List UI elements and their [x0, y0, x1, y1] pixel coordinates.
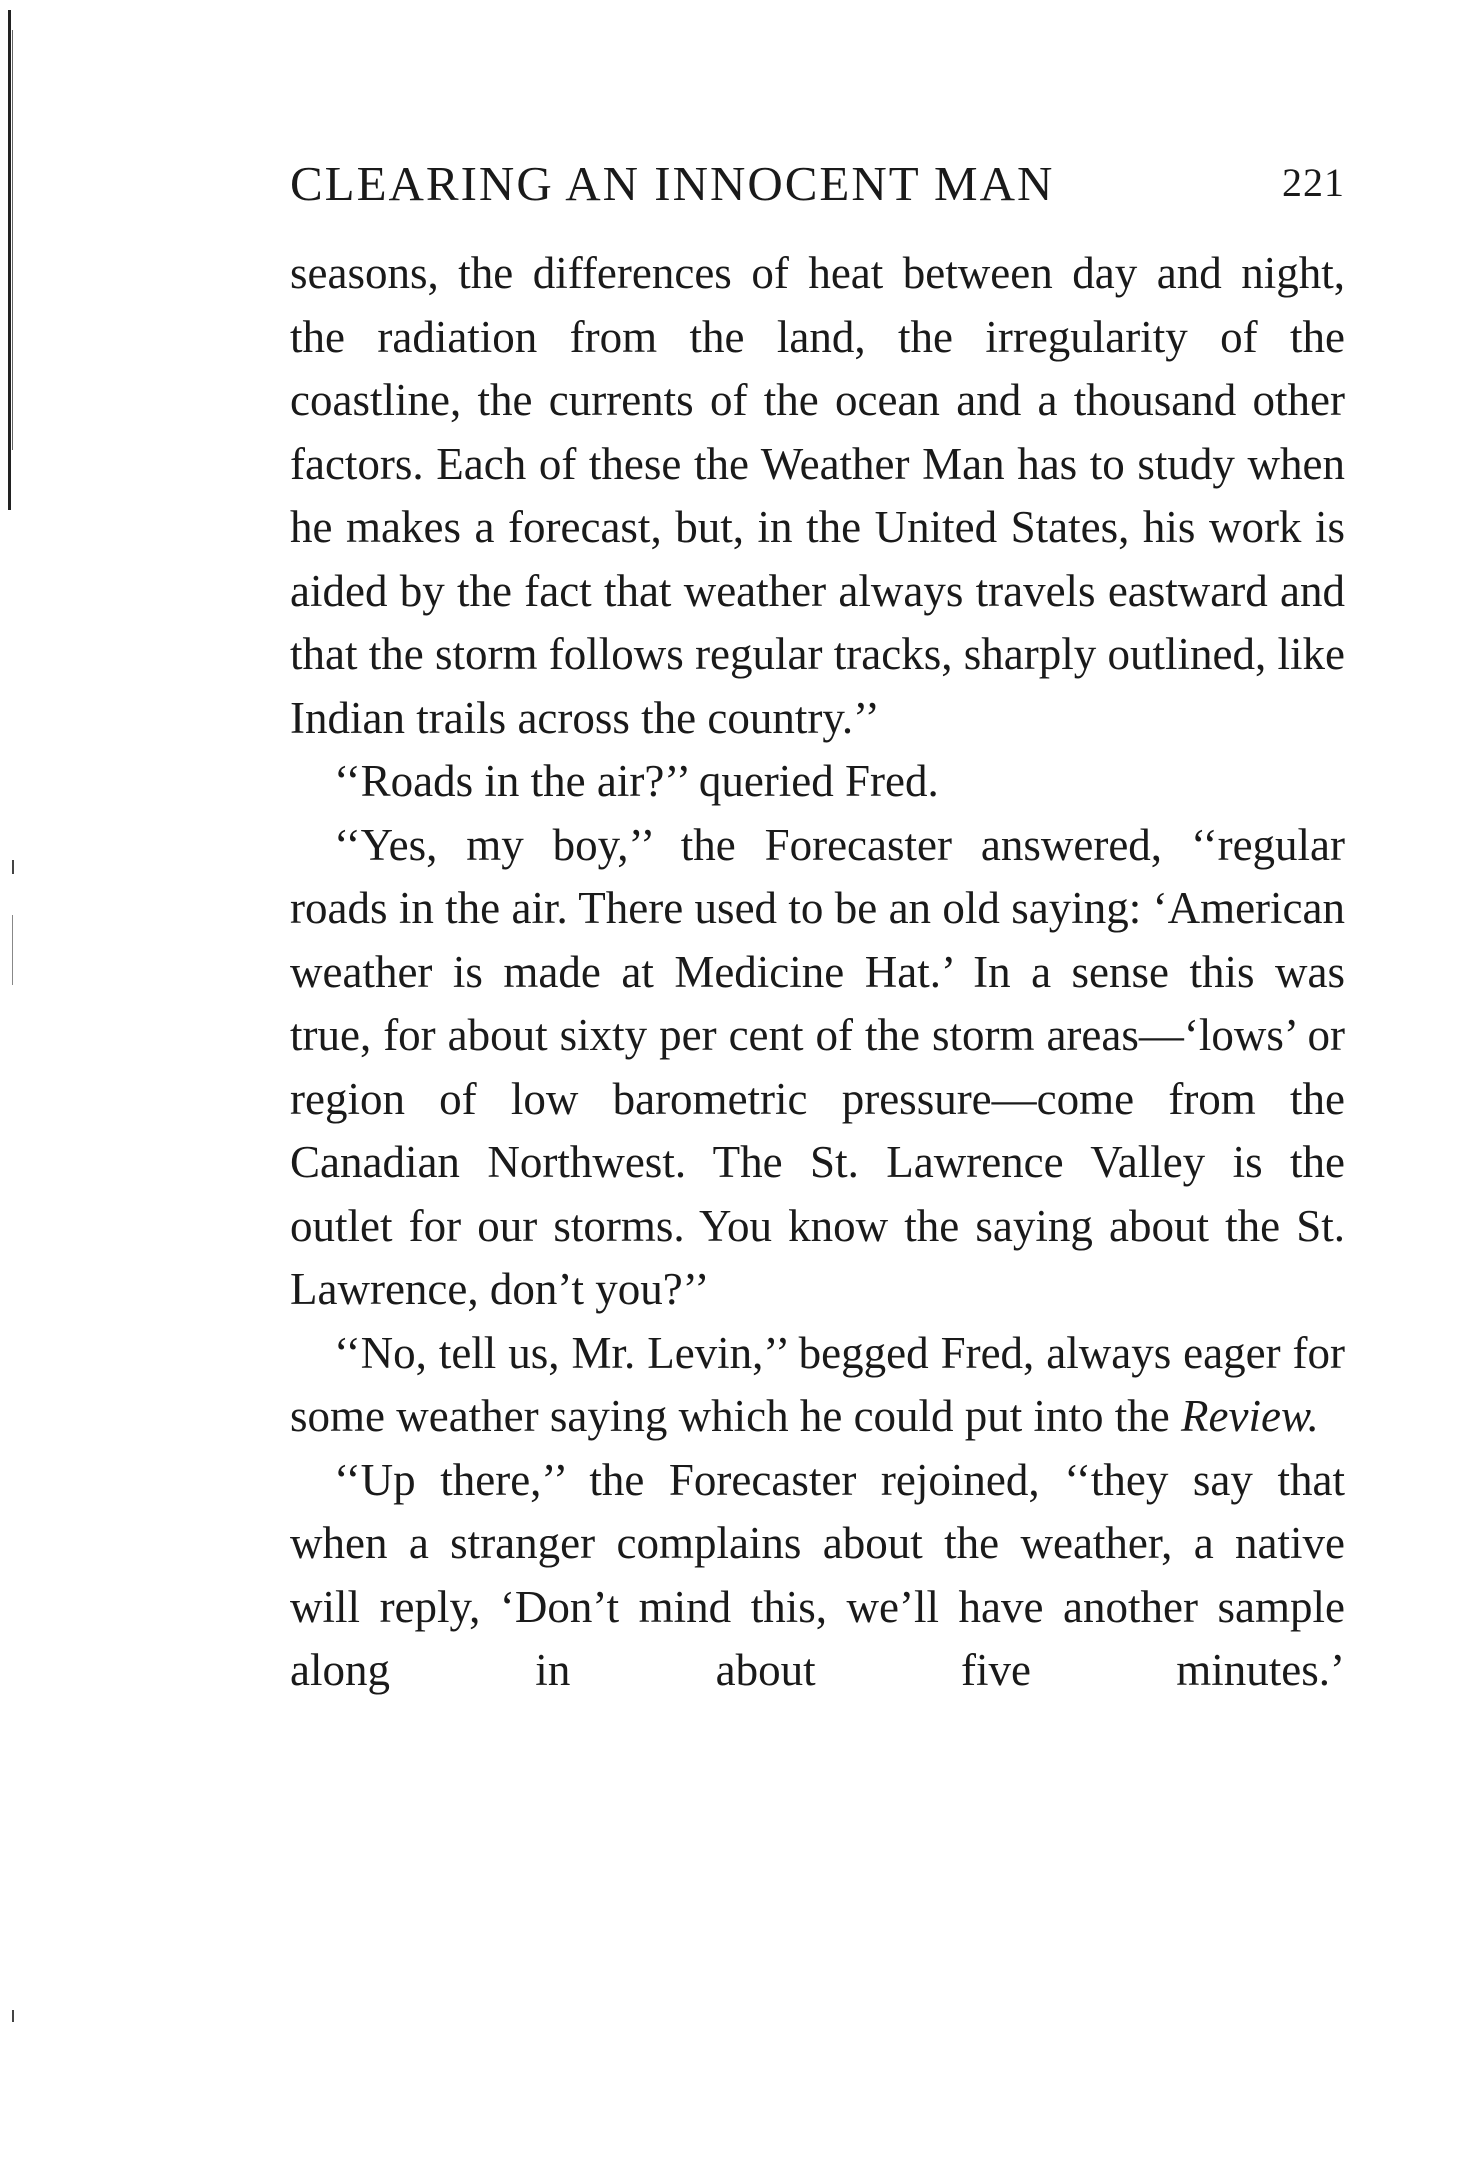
paragraph-text: ‘‘No, tell us, Mr. Levin,’’ begged Fred, always eager for some weather saying which he could put into the: [290, 1327, 1345, 1441]
review-title: Review.: [1181, 1391, 1319, 1441]
binding-edge-shadow: [6, 0, 16, 520]
paragraph-forecaster-rejoinder: [290, 1449, 1345, 1703]
running-title: CLEARING AN INNOCENT MAN: [290, 156, 1055, 211]
running-head: [290, 155, 1345, 215]
paragraph-continuation: [290, 242, 1345, 750]
margin-speck: [12, 915, 13, 985]
page-number: 221: [1282, 160, 1345, 205]
paragraph-text: ‘‘Up there,’’ the Forecaster rejoined, ‘‘they say that when a stranger complains about the weather, a native will reply, ‘Don’t mind this, we’ll have another sample along in about five minutes.’: [290, 1454, 1345, 1695]
margin-speck: [12, 2010, 14, 2022]
paragraph-text: seasons, the differences of heat between day and night, the radiation from the land, the irregularity of the coastline, the currents of the ocean and a thousand other factors. Each of these the Weather Man has to study when he makes a forecast, but, in the United States, his work is aided by the fact that weather always travels eastward and that the storm follows regular tracks, sharply outlined, like Indian trails across the country.’’: [290, 248, 1345, 743]
paragraph-forecaster-answer: [290, 814, 1345, 1322]
body-text: [290, 242, 1345, 1703]
paragraph-text: ‘‘Yes, my boy,’’ the Forecaster answered, ‘‘regular roads in the air. There used to be an old saying: ‘American weather is made at Medicine Hat.’ In a sense this was true, for about sixty per cent of the storm areas—‘lows’ or region of low barometric pressure—come from the Canadian Northwest. The St. Lawrence Valley is the outlet for our storms. You know the saying about the St. Lawrence, don’t you?’’: [290, 819, 1345, 1314]
paragraph-roads-in-the-air: [290, 750, 1345, 814]
paragraph-fred-request: [290, 1322, 1345, 1449]
paragraph-text: ‘‘Roads in the air?’’ queried Fred.: [334, 756, 939, 806]
margin-speck: [12, 860, 14, 874]
